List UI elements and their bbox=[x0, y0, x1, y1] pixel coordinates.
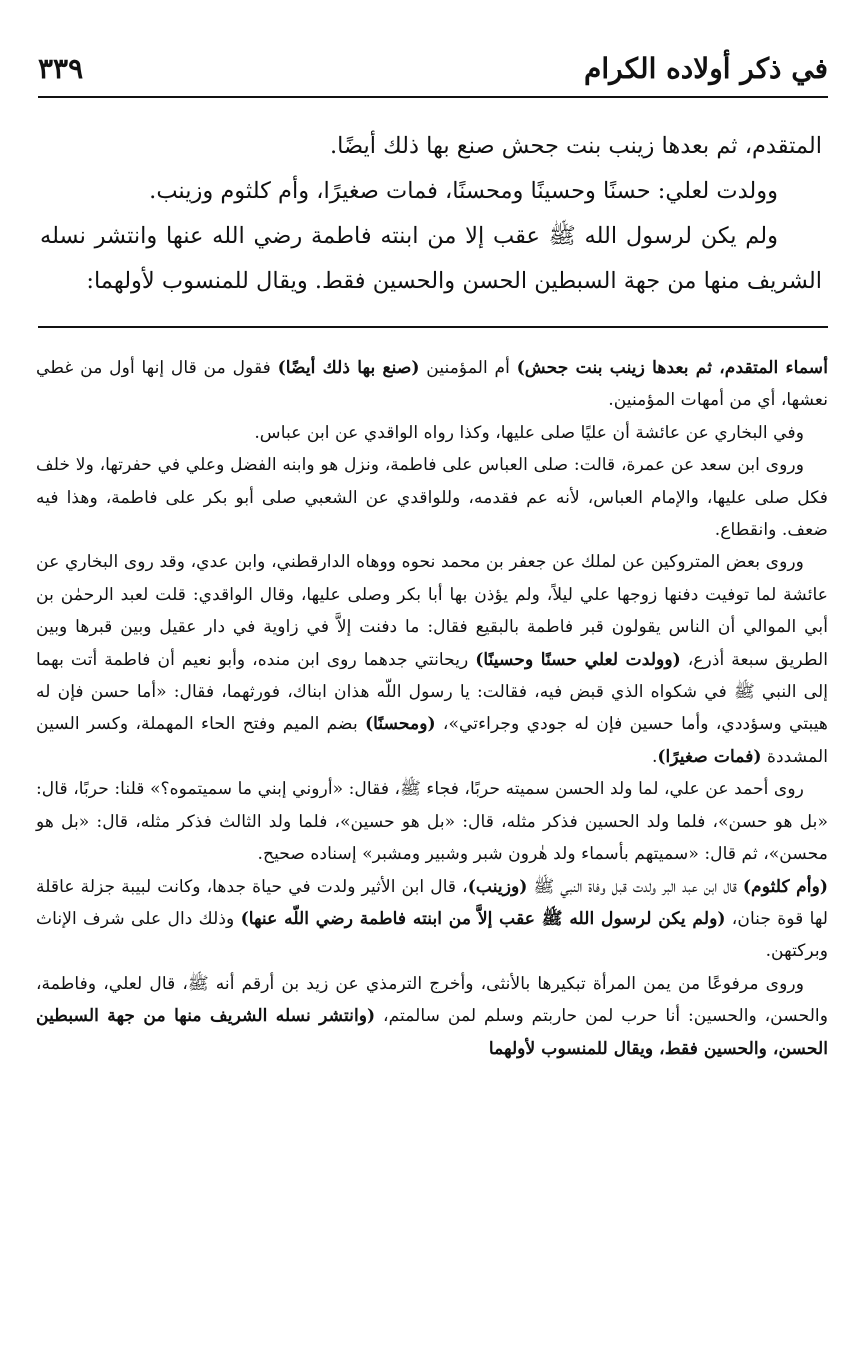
quoted-text: (وزينب) bbox=[467, 876, 528, 897]
quoted-text: (فمات صغيرًا) bbox=[657, 746, 762, 767]
commentary-paragraph bbox=[36, 352, 828, 417]
separator-rule bbox=[38, 326, 828, 328]
main-paragraph: وولدت لعلي: حسنًا وحسينًا ومحسنًا، فمات صغيرًا، وأم كلثوم وزينب. bbox=[149, 178, 778, 204]
commentary-paragraph bbox=[36, 773, 828, 870]
commentary-text: وذلك دال على شرف الإناث وبركتهن. bbox=[36, 908, 828, 962]
commentary-text: بضم الميم وفتح الحاء المهملة، وكسر السين المشددة bbox=[36, 714, 828, 767]
quoted-text: (ومحسنًا) bbox=[365, 714, 436, 735]
commentary-text: روى أحمد عن علي، لما ولد الحسن سميته حربًا، فجاء ﷺ، فقال: «أروني إبني ما سميتموه؟» قلنا: حربًا، قال: «بل هو حسن»، فلما ولد الحسين فذكر مثله، قال: «بل هو حسين»، فلما ولد الثالث فذكر مثله، قال: «بل هو محسن»، ثم قال: «سميتهم بأسماء ولد هٰرون شبر وشبير ومشبر» إسناده صحيح. bbox=[36, 779, 828, 865]
commentary-text: وروى بعض المتروكين عن لملك عن جعفر بن محمد نحوه ووهاه الدارقطني، وابن عدي، وقد روى البخاري عن عائشة لما توفيت دفنها زوجها علي ليلاً، ولم يؤذن بها أبا بكر وصلى عليها، وقال الواقدي: قلت لعبد الرحمٰن بن أبي الموالي أن الناس يقولون قبر فاطمة بالبقيع فقال: ما دفنت إلاَّ في زاوية في دار عقيل وبين قبرها وبين الطريق سبعة أذرع، bbox=[36, 552, 829, 670]
commentary-text: ريحانتي جدهما روى ابن منده، وأبو نعيم أن فاطمة أتت بهما إلى النبي ﷺ في شكواه الذي قبض فيه، فقالت: يا رسول اللّه هذان ابناك، فورثهما، فقال: «أما حسن فإن له هيبتي وسؤددي، وأما حسين فإن له جودي وجراءتي»، bbox=[36, 649, 828, 735]
commentary-text: أم المؤمنين bbox=[419, 358, 517, 378]
quoted-text: (وانتشر نسله الشريف منها من جهة السبطين الحسن، والحسين فقط، ويقال للمنسوب لأولهما bbox=[36, 1006, 828, 1059]
commentary-text: قال ابن عبد البر ولدت قبل وفاة النبي ﷺ bbox=[527, 876, 743, 897]
commentary-text: ، قال ابن الأثير ولدت في حياة جدها، وكانت لبيبة جزلة عاقلة لها قوة جنان، bbox=[36, 876, 828, 929]
commentary bbox=[36, 352, 828, 1065]
commentary-text: فقول من قال إنها أول من غطي نعشها، أي من أمهات المؤمنين. bbox=[36, 358, 828, 411]
quoted-text: (وأم كلثوم) bbox=[742, 876, 829, 897]
main-text bbox=[40, 124, 822, 304]
header-rule bbox=[38, 96, 828, 98]
commentary-paragraph bbox=[36, 417, 828, 449]
commentary-paragraph bbox=[36, 546, 828, 773]
commentary-paragraph bbox=[36, 871, 828, 968]
quoted-text: (وولدت لعلي حسنًا وحسينًا) bbox=[475, 649, 681, 670]
quoted-text: (صنع بها ذلك أيضًا) bbox=[277, 358, 420, 378]
main-paragraph: المتقدم، ثم بعدها زينب بنت جحش صنع بها ذلك أيضًا. bbox=[329, 133, 822, 159]
commentary-text: وروى ابن سعد عن عمرة، قالت: صلى العباس على فاطمة، ونزل هو وابنه الفضل وعلي في حفرتها، ولا خلف فكل صلى عليها، والإمام العباس، لأنه عم فقدمه، وللواقدي عن الشعبي صلى أبو بكر على فاطمة، وهذا فيه ضعف. وانقطاع. bbox=[36, 455, 828, 541]
main-paragraph: ولم يكن لرسول الله ﷺ عقب إلا من ابنته فاطمة رضي الله عنها وانتشر نسله الشريف منها من جهة السبطين الحسن والحسين فقط. ويقال للمنسوب لأولهما: bbox=[40, 223, 822, 294]
commentary-paragraph bbox=[36, 968, 828, 1065]
commentary-paragraph bbox=[36, 449, 828, 546]
commentary-text: وفي البخاري عن عائشة أن عليًا صلى عليها، وكذا رواه الواقدي عن ابن عباس. bbox=[254, 422, 804, 443]
quoted-text: (ولم يكن لرسول الله ﷺ عقب إلاَّ من ابنته فاطمة رضي اللّه عنها) bbox=[240, 908, 726, 929]
commentary-text: وروى مرفوعًا من يمن المرأة تبكيرها بالأنثى، وأخرج الترمذي عن زيد بن أرقم أنه ﷺ، قال لعلي، وفاطمة، والحسن، والحسين: أنا حرب لمن حاربتم وسلم لمن سالمتم، bbox=[36, 973, 829, 1027]
chapter-title: في ذكر أولاده الكرام bbox=[584, 51, 828, 85]
page-header bbox=[38, 44, 828, 92]
page-number: ٣٣٩ bbox=[38, 51, 84, 85]
commentary-text: . bbox=[651, 746, 658, 767]
quoted-text: أسماء المتقدم، ثم بعدها زينب بنت جحش) bbox=[516, 358, 828, 378]
